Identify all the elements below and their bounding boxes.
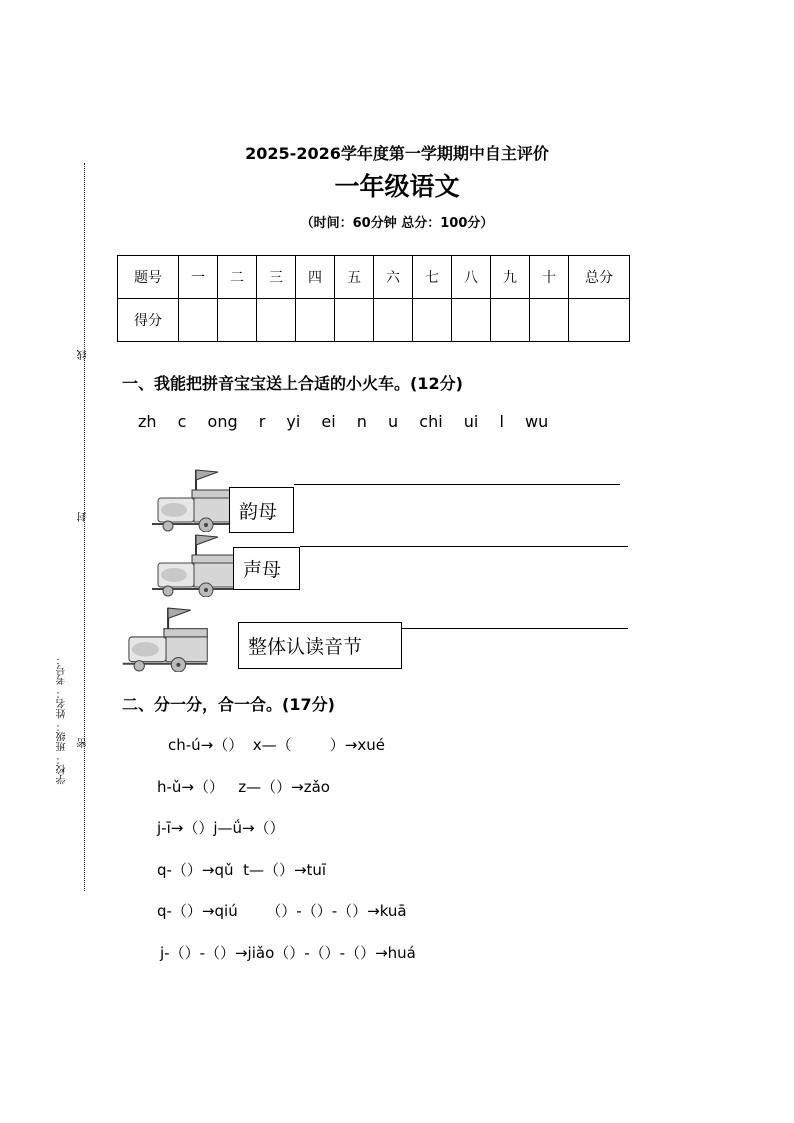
binding-dotted-line	[84, 163, 85, 891]
score-cell[interactable]	[296, 299, 335, 342]
exam-subject-title: 一年级语文	[334, 172, 460, 201]
score-cell[interactable]	[335, 299, 374, 342]
pinyin-item: ui	[463, 412, 479, 431]
binding-label-mi: 密	[78, 738, 89, 748]
score-cell[interactable]	[530, 299, 569, 342]
score-table-header-cell: 八	[452, 256, 491, 299]
pinyin-item: u	[388, 412, 399, 431]
exercise-line[interactable]: j-（）-（）→jiǎo（）-（）-（）→huá	[160, 944, 416, 962]
train-engine-icon	[152, 468, 234, 532]
score-cell[interactable]	[257, 299, 296, 342]
pinyin-item: n	[356, 412, 367, 431]
score-table-header-cell: 五	[335, 256, 374, 299]
train-engine-icon	[120, 606, 210, 672]
score-table-header-cell: 三	[257, 256, 296, 299]
score-table-header-cell: 四	[296, 256, 335, 299]
score-table-header-cell: 六	[374, 256, 413, 299]
score-table	[117, 255, 630, 342]
exercise-line[interactable]: ch-ú→（） x—（ ）→xué	[168, 736, 385, 754]
answer-line-yunmu[interactable]	[294, 484, 620, 485]
pinyin-list	[138, 412, 560, 431]
exercise-line[interactable]: h-ǔ→（） z—（）→zǎo	[157, 778, 330, 796]
binding-label-feng: 封	[78, 512, 89, 522]
car-label-yunmu: 韵母	[229, 487, 294, 533]
score-cell[interactable]	[569, 299, 630, 342]
car-label-zhengti: 整体认读音节	[238, 622, 402, 669]
score-table-header-cell: 二	[218, 256, 257, 299]
score-table-header-cell: 一	[179, 256, 218, 299]
car-label-shengmu: 声母	[233, 547, 300, 590]
pinyin-item: zh	[138, 412, 157, 431]
score-table-header-row	[118, 256, 630, 299]
score-cell[interactable]	[491, 299, 530, 342]
exam-term-title: 2025-2026学年度第一学期期中自主评价	[245, 144, 549, 163]
score-table-header-cell: 九	[491, 256, 530, 299]
score-cell[interactable]	[452, 299, 491, 342]
pinyin-item: r	[258, 412, 266, 431]
pinyin-item: l	[499, 412, 504, 431]
binding-label-xian: 线	[78, 350, 89, 360]
score-cell[interactable]	[374, 299, 413, 342]
answer-line-zhengti[interactable]	[402, 628, 628, 629]
pinyin-item: chi	[419, 412, 443, 431]
train-engine-icon	[152, 533, 234, 597]
pinyin-item: ei	[321, 412, 336, 431]
score-cell[interactable]	[179, 299, 218, 342]
score-table-score-row	[118, 299, 630, 342]
exam-time-score: （时间：60分钟 总分：100分）	[300, 216, 494, 231]
exercise-line[interactable]: q-（）→qǔ t—（）→tuī	[157, 861, 327, 879]
score-table-header-cell: 题号	[118, 256, 179, 299]
score-row-label: 得分	[118, 299, 179, 342]
student-info-label: 学校： 班级： 姓名： 考号：	[57, 655, 68, 785]
score-table-header-cell: 总分	[569, 256, 630, 299]
exercise-line[interactable]: j-ī→（）j—ǘ→（）	[157, 819, 285, 837]
pinyin-item: yi	[286, 412, 301, 431]
score-table-header-cell: 七	[413, 256, 452, 299]
pinyin-item: wu	[524, 412, 549, 431]
score-cell[interactable]	[218, 299, 257, 342]
score-cell[interactable]	[413, 299, 452, 342]
answer-line-shengmu[interactable]	[300, 546, 628, 547]
exercise-line[interactable]: q-（）→qiú （）-（）-（）→kuā	[157, 902, 407, 920]
score-table-header-cell: 十	[530, 256, 569, 299]
section2-title: 二、分一分，合一合。(17分)	[122, 695, 335, 714]
pinyin-item: c	[177, 412, 187, 431]
section1-title: 一、我能把拼音宝宝送上合适的小火车。(12分)	[122, 374, 463, 393]
pinyin-item: ong	[207, 412, 238, 431]
